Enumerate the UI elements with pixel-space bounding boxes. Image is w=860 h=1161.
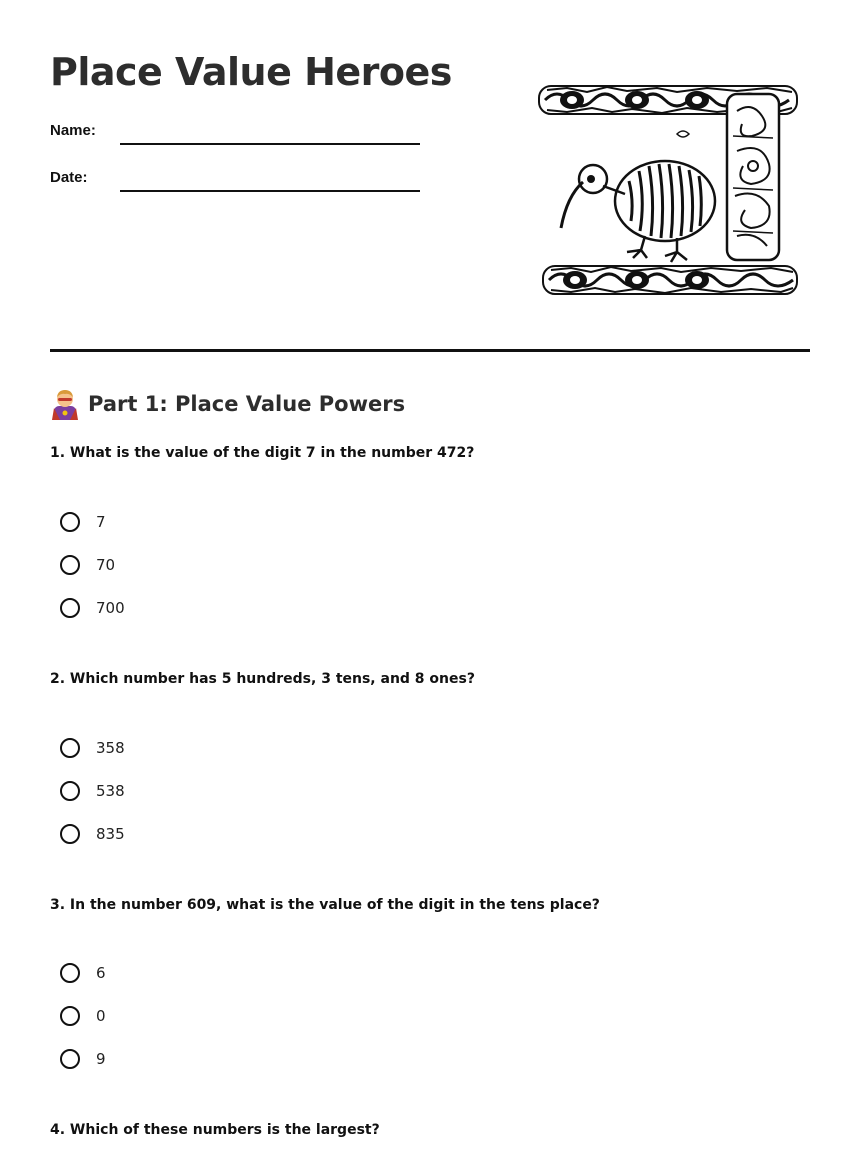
option-label: 7 xyxy=(96,513,106,531)
section-divider xyxy=(50,349,810,352)
option-label: 0 xyxy=(96,1007,106,1025)
question-4: 4. Which of these numbers is the largest? xyxy=(50,1122,380,1138)
q3-option-2[interactable] xyxy=(60,1006,106,1026)
question-2: 2. Which number has 5 hundreds, 3 tens, and 8 ones? xyxy=(50,671,475,687)
option-label: 9 xyxy=(96,1050,106,1068)
radio-button[interactable] xyxy=(60,1006,80,1026)
question-3: 3. In the number 609, what is the value of the digit in the tens place? xyxy=(50,897,600,913)
radio-button[interactable] xyxy=(60,824,80,844)
worksheet-title: Place Value Heroes xyxy=(50,50,452,94)
section-header xyxy=(50,388,405,420)
date-label: Date: xyxy=(50,169,88,186)
question-1: 1. What is the value of the digit 7 in the number 472? xyxy=(50,445,475,461)
section-title: Part 1: Place Value Powers xyxy=(88,392,406,416)
bottom-ornament-band xyxy=(543,266,797,294)
q2-option-2[interactable] xyxy=(60,781,125,801)
q3-option-3[interactable] xyxy=(60,1049,106,1069)
carved-pillar xyxy=(727,94,779,260)
radio-button[interactable] xyxy=(60,598,80,618)
option-label: 358 xyxy=(96,739,125,757)
q1-option-3[interactable] xyxy=(60,598,125,618)
option-label: 835 xyxy=(96,825,125,843)
option-label: 700 xyxy=(96,599,125,617)
q3-option-1[interactable] xyxy=(60,963,106,983)
q2-option-1[interactable] xyxy=(60,738,125,758)
radio-button[interactable] xyxy=(60,738,80,758)
radio-button[interactable] xyxy=(60,781,80,801)
q2-option-3[interactable] xyxy=(60,824,125,844)
kiwi-illustration xyxy=(537,76,799,302)
radio-button[interactable] xyxy=(60,512,80,532)
name-label: Name: xyxy=(50,122,96,139)
radio-button[interactable] xyxy=(60,555,80,575)
option-label: 6 xyxy=(96,964,106,982)
radio-button[interactable] xyxy=(60,1049,80,1069)
radio-button[interactable] xyxy=(60,963,80,983)
option-label: 70 xyxy=(96,556,116,574)
q1-option-1[interactable] xyxy=(60,512,106,532)
kiwi-bird xyxy=(561,161,715,262)
date-field[interactable] xyxy=(120,190,420,192)
superhero-icon xyxy=(50,388,80,420)
name-field[interactable] xyxy=(120,143,420,145)
option-label: 538 xyxy=(96,782,125,800)
q1-option-2[interactable] xyxy=(60,555,115,575)
